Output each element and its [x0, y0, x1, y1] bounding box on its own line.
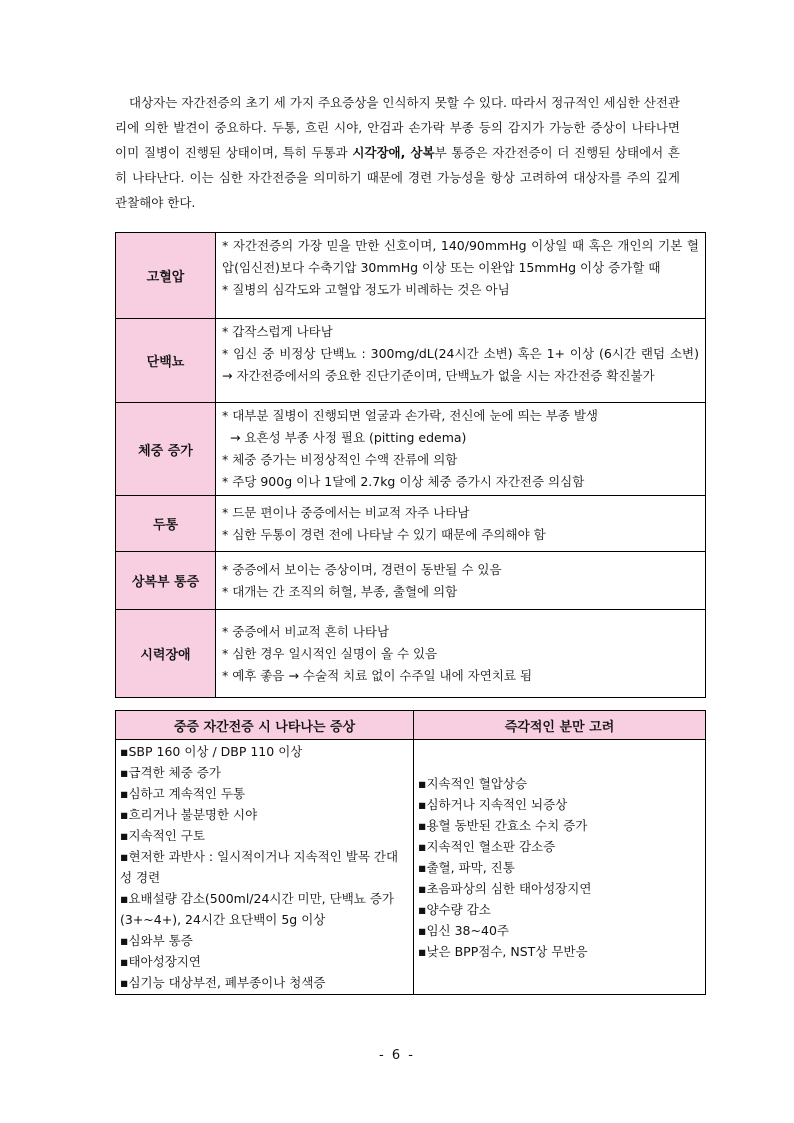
symptom-label: 두통	[116, 496, 216, 552]
symptom-label: 상복부 통증	[116, 552, 216, 610]
description-line: * 갑작스럽게 나타남	[222, 324, 333, 339]
description-line: * 대개는 간 조직의 허혈, 부종, 출혈에 의함	[222, 583, 458, 599]
table-header-row	[116, 711, 706, 740]
table-row	[116, 319, 706, 403]
symptom-description	[216, 319, 706, 403]
list-item: ▪ 임신 38~40주	[418, 920, 701, 941]
description-line: * 임신 중 비정상 단백뇨 : 300mg/dL(24시간 소변) 혹은 1+ 이상 (6시간 랜덤 소변) → 자간전증에서의 중요한 진단기준이며, 단백뇨가 없을 시는 자간전증 확진불가	[222, 346, 699, 383]
list-item: ▪ 태아성장지연	[120, 951, 409, 972]
page-number: - 6 -	[379, 1048, 415, 1063]
symptom-label: 체중 증가	[116, 403, 216, 496]
list-item: ▪ 양수량 감소	[418, 899, 701, 920]
table-row	[116, 610, 706, 698]
list-item: ▪ 출혈, 파막, 진통	[418, 857, 701, 878]
immediate-delivery-header: 즉각적인 분만 고려	[414, 711, 706, 740]
severe-preeclampsia-table	[115, 710, 706, 995]
list-item: ▪ SBP 160 이상 / DBP 110 이상	[120, 741, 409, 762]
list-item: ▪ 요배설량 감소(500ml/24시간 미만, 단백뇨 증가(3+~4+), 24시간 요단백이 5g 이상	[120, 888, 409, 930]
list-item: ▪ 현저한 과반사 : 일시적이거나 지속적인 발목 간대성 경련	[120, 846, 409, 888]
table-row	[116, 233, 706, 319]
list-item: ▪ 흐리거나 불분명한 시야	[120, 804, 409, 825]
symptom-description	[216, 233, 706, 319]
description-line: * 심한 두통이 경련 전에 나타날 수 있기 때문에 주의해야 함	[222, 526, 546, 542]
table-row	[116, 496, 706, 552]
list-item: ▪ 낮은 BPP점수, NST상 무반응	[418, 941, 701, 962]
list-item: ▪ 심하고 계속적인 두통	[120, 783, 409, 804]
immediate-delivery-list	[414, 740, 706, 995]
description-line: → 요흔성 부종 사정 필요 (pitting edema)	[230, 430, 467, 445]
symptom-label: 단백뇨	[116, 319, 216, 403]
symptom-label: 고혈압	[116, 233, 216, 319]
intro-text-post: 부 통증은 자간전증이 더 진행된 상태에서 흔히 나타난다. 이는 심한 자간전증을 의미하기 때문에 경련 가능성을 항상 고려하여 대상자를 주의 깊게 관찰해야 한다.	[115, 145, 680, 210]
list-item: ▪ 지속적인 혈압상승	[418, 773, 701, 794]
description-line: * 중증에서 비교적 흔히 나타남	[222, 623, 390, 639]
symptom-table	[115, 232, 706, 698]
description-line: * 대부분 질병이 진행되면 얼굴과 손가락, 전신에 눈에 띄는 부종 발생	[222, 408, 598, 423]
list-item: ▪ 심하거나 지속적인 뇌증상	[418, 794, 701, 815]
list-item: ▪ 지속적인 혈소판 감소증	[418, 836, 701, 857]
list-item: ▪ 심기능 대상부전, 폐부종이나 청색증	[120, 972, 409, 993]
list-item: ▪ 심와부 통증	[120, 930, 409, 951]
list-item: ▪ 초음파상의 심한 태아성장지연	[418, 878, 701, 899]
table-row	[116, 403, 706, 496]
description-line: * 중증에서 보이는 증상이며, 경련이 동반될 수 있음	[222, 561, 502, 577]
description-line: * 질병의 심각도와 고혈압 정도가 비례하는 것은 아님	[222, 282, 510, 297]
symptom-label: 시력장애	[116, 610, 216, 698]
table-row	[116, 552, 706, 610]
intro-text-bold: 시각장애, 상복	[352, 145, 435, 160]
symptom-description	[216, 552, 706, 610]
list-item: ▪ 용혈 동반된 간효소 수치 증가	[418, 815, 701, 836]
description-line: * 체중 증가는 비정상적인 수액 잔류에 의함	[222, 452, 458, 467]
description-line: * 주당 900g 이나 1달에 2.7kg 이상 체중 증가시 자간전증 의심함	[222, 474, 585, 489]
symptom-description	[216, 496, 706, 552]
symptom-description	[216, 610, 706, 698]
description-line: * 드문 편이나 중증에서는 비교적 자주 나타남	[222, 504, 470, 520]
symptom-description	[216, 403, 706, 496]
description-line: * 심한 경우 일시적인 실명이 올 수 있음	[222, 645, 438, 661]
intro-paragraph	[115, 90, 680, 215]
list-item: ▪ 지속적인 구토	[120, 825, 409, 846]
severe-symptoms-header: 중증 자간전증 시 나타나는 증상	[116, 711, 414, 740]
list-item: ▪ 급격한 체중 증가	[120, 762, 409, 783]
severe-symptoms-list	[116, 740, 414, 995]
description-line: * 예후 좋음 → 수술적 치료 없이 수주일 내에 자연치료 됨	[222, 667, 533, 683]
table-row	[116, 740, 706, 995]
description-line: * 자간전증의 가장 믿을 만한 신호이며, 140/90mmHg 이상일 때 혹은 개인의 기본 혈압(임신전)보다 수축기압 30mmHg 이상 또는 이완압 15mmHg 이상 증가할 때	[222, 238, 699, 275]
intro-text-pre: 대상자는 자간전증의 초기 세 가지 주요증상을 인식하지 못할 수 있다. 따라서 정규적인 세심한 산전관리에 의한 발견이 중요하다. 두통, 흐린 시야, 안검과 손가락 부종 등의 감지가 가능한 증상이 나타나면 이미 질병이 진행된 상태이며, 특히 두통과	[115, 95, 680, 160]
